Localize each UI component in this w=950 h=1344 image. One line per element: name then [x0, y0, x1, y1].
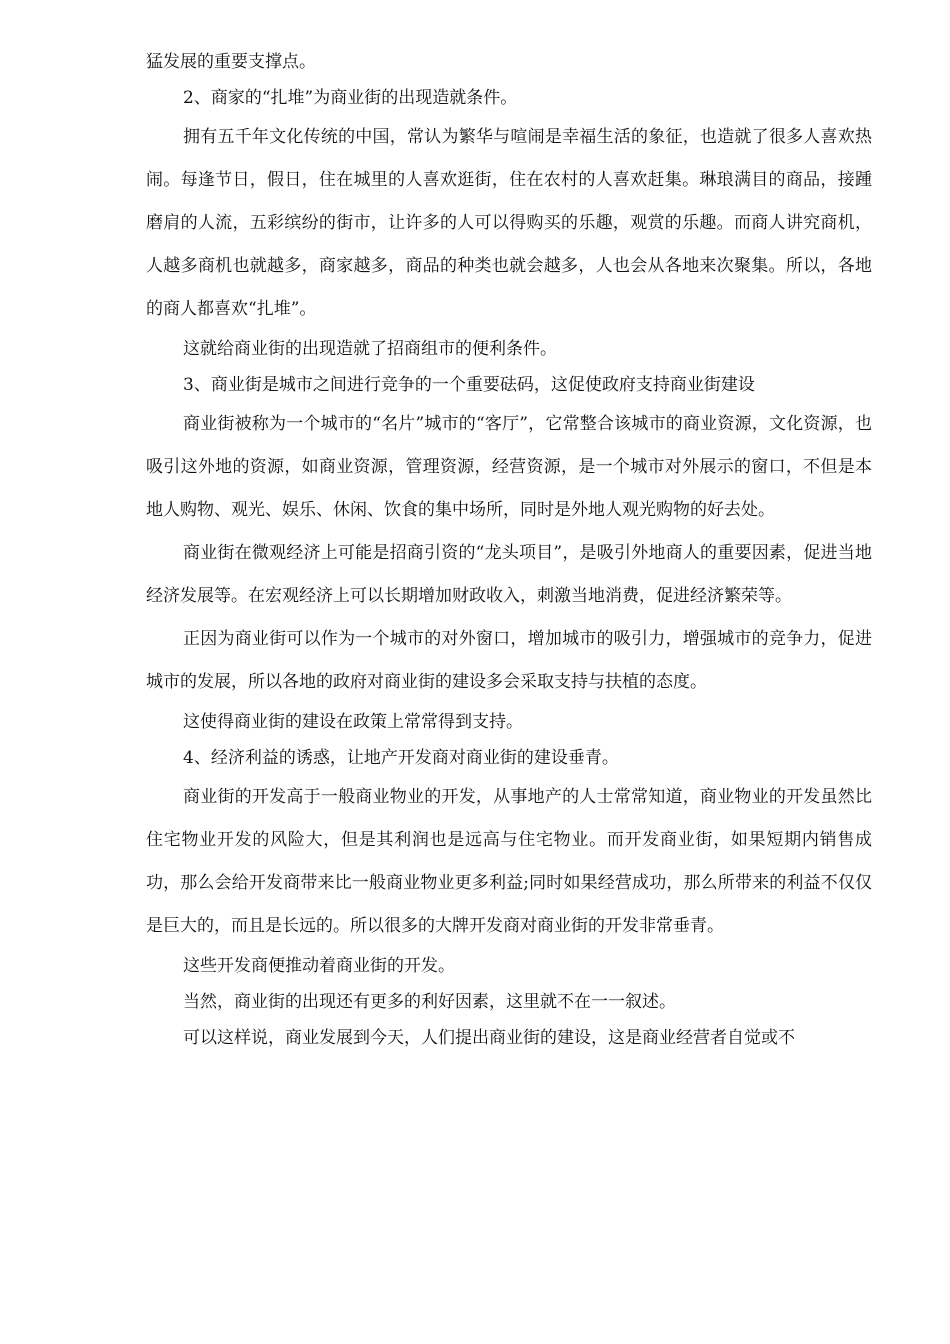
paragraph-0: 猛发展的重要支撑点。: [146, 52, 316, 72]
paragraph-11: 这些开发商便推动着商业街的开发。: [183, 956, 455, 976]
document-body: [146, 44, 872, 1056]
paragraph-1-heading: 2、商家的“扎堆”为商业街的出现造就条件。: [183, 88, 518, 108]
paragraph-3: 这就给商业街的出现造就了招商组市的便利条件。: [183, 339, 557, 359]
paragraph-13: 可以这样说，商业发展到今天，人们提出商业街的建设，这是商业经营者自觉或不: [183, 1028, 795, 1048]
paragraph-6: 商业街在微观经济上可能是招商引资的“龙头项目”，是吸引外地商人的重要因素，促进当地经济发展等。在宏观经济上可以长期增加财政收入，刺激当地消费，促进经济繁荣等。: [146, 543, 872, 606]
paragraph-10: 商业街的开发高于一般商业物业的开发，从事地产的人士常常知道，商业物业的开发虽然比住宅物业开发的风险大，但是其利润也是远高与住宅物业。而开发商业街，如果短期内销售成功，那么会给开发商带来比一般商业物业更多利益;同时如果经营成功，那么所带来的利益不仅仅是巨大的，而且是长远的。所以很多的大牌开发商对商业街的开发非常垂青。: [146, 787, 872, 936]
paragraph-2: 拥有五千年文化传统的中国，常认为繁华与喧闹是幸福生活的象征，也造就了很多人喜欢热闹。每逢节日，假日，住在城里的人喜欢逛街，住在农村的人喜欢赶集。琳琅满目的商品，接踵磨肩的人流，五彩缤纷的街市，让许多的人可以得购买的乐趣，观赏的乐趣。而商人讲究商机，人越多商机也就越多，商家越多，商品的种类也就会越多，人也会从各地来次聚集。所以，各地的商人都喜欢“扎堆”。: [146, 127, 872, 319]
paragraph-5: 商业街被称为一个城市的“名片”城市的“客厅”，它常整合该城市的商业资源，文化资源，也吸引这外地的资源，如商业资源，管理资源，经营资源，是一个城市对外展示的窗口，不但是本地人购物、观光、娱乐、休闲、饮食的集中场所，同时是外地人观光购物的好去处。: [146, 414, 872, 520]
paragraph-9-heading: 4、经济利益的诱惑，让地产开发商对商业街的建设垂青。: [183, 748, 619, 768]
paragraph-8: 这使得商业街的建设在政策上常常得到支持。: [183, 712, 523, 732]
paragraph-12: 当然，商业街的出现还有更多的利好因素，这里就不在一一叙述。: [183, 992, 676, 1012]
paragraph-7: 正因为商业街可以作为一个城市的对外窗口，增加城市的吸引力，增强城市的竞争力，促进城市的发展，所以各地的政府对商业街的建设多会采取支持与扶植的态度。: [146, 629, 872, 692]
paragraph-4-heading: 3、商业街是城市之间进行竞争的一个重要砝码，这促使政府支持商业街建设: [183, 375, 755, 395]
